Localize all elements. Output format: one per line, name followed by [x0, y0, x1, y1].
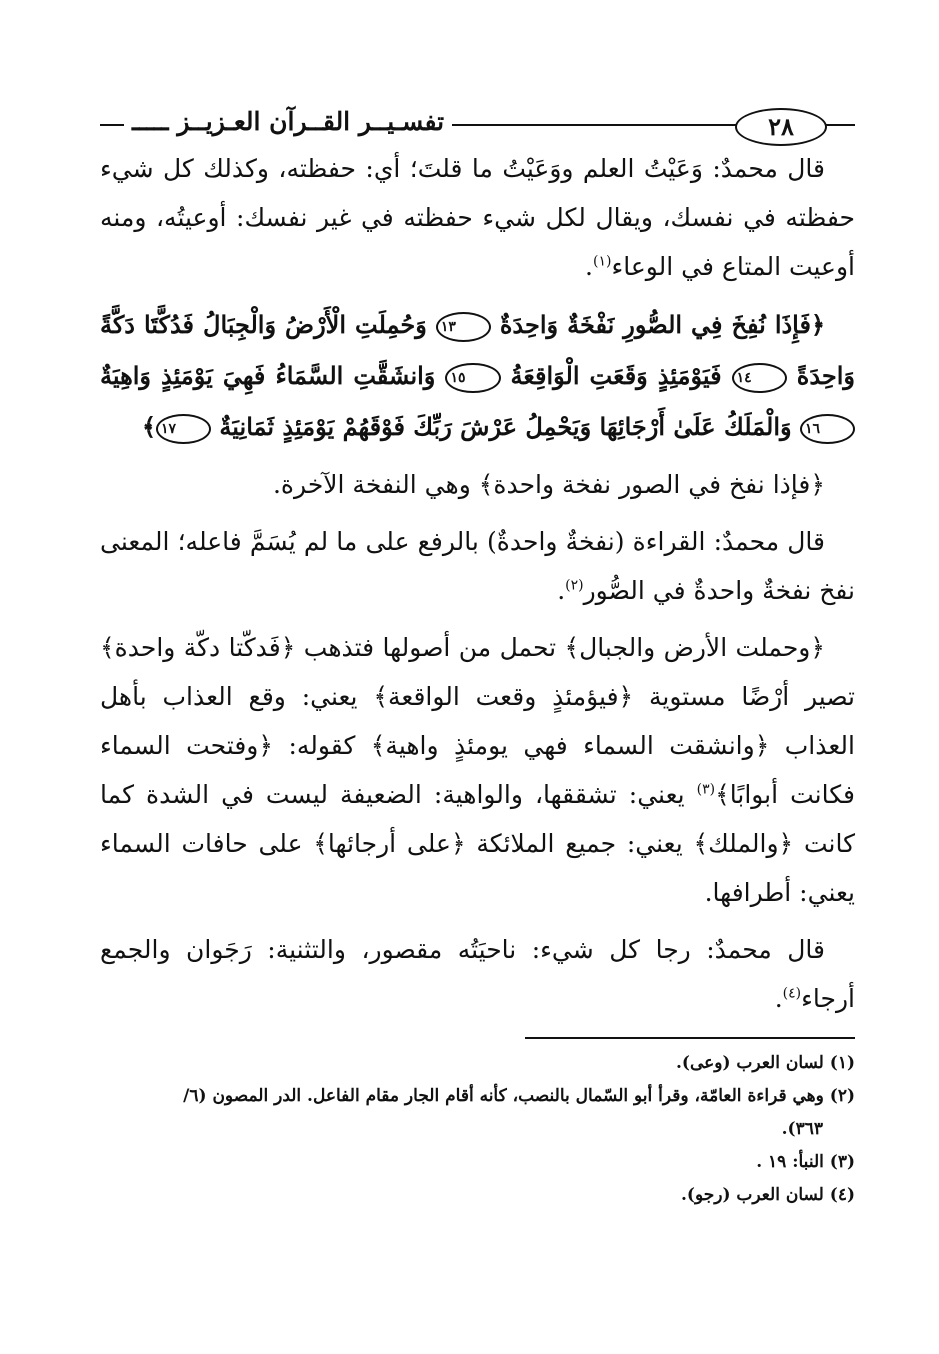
footnote-divider: [525, 1037, 855, 1039]
paragraph-wa-aytu: [100, 144, 855, 291]
paragraph-text: ﴿وحملت الأرض والجبال﴾ تحمل من أصولها فتذهب ﴿فَدكّتا دكّة واحدة﴾ تصير أرْضًا مستوية ﴿فيؤمئذٍ وقعت الواقعة﴾ يعني: وقع العذاب بأهل العذاب ﴿وانشقت السماء فهي يومئذٍ واهية﴾ كقوله: ﴿وفتحت السماء فكانت أبوابًا﴾: [100, 633, 855, 809]
footnote-ref-1: (١): [593, 253, 612, 270]
footnote-2: (٢) وهي قراءة العامّة، وقرأ أبو السّمال بالنصب، كأنه أقام الجار مقام الفاعل. الدر المصون (٦/: [183, 1086, 855, 1106]
footnote-2-continued: ٣٦٣).: [781, 1119, 823, 1139]
paragraph-qiraa: [100, 517, 855, 615]
footnotes: [100, 1047, 855, 1212]
paragraph-end: .: [557, 576, 566, 605]
paragraph-text: يعني: تشققها، والواهية: الضعيفة ليست في الشدة كما كانت ﴿والملك﴾ يعني: جميع الملائكة ﴿على أرجائها﴾ على حافات السماء يعني: أطرافها.: [100, 780, 855, 907]
paragraph-end: .: [774, 984, 783, 1013]
quran-text: ﴿فَإِذَا نُفِخَ فِي الصُّورِ نَفْخَةٌ وَاحِدَةٌ: [499, 310, 826, 339]
body-text: [100, 144, 855, 1023]
paragraph-raja: [100, 925, 855, 1023]
footnote-ref-4: (٤): [782, 985, 802, 1002]
quran-text: وَحُمِلَتِ الْأَرْضُ وَالْجِبَالُ فَدُكَّتَا دَكَّةً وَاحِدَةً: [100, 310, 856, 390]
ayah-number-15: ١٥: [445, 363, 500, 393]
ayah-number-13: ١٣: [436, 312, 491, 342]
quran-text: فَيَوْمَئِذٍ وَقَعَتِ الْوَاقِعَةُ: [510, 361, 722, 390]
footnote-ref-3: (٣): [696, 781, 716, 798]
ayah-number-14: ١٤: [732, 363, 787, 393]
quran-text: وَالْمَلَكُ عَلَىٰ أَرْجَائِهَا وَيَحْمِلُ عَرْشَ رَبِّكَ فَوْقَهُمْ يَوْمَئِذٍ ثَمَانِيَةٌ: [219, 412, 792, 441]
paragraph-text: قال محمدٌ: وَعَيْتُ العلم ووَعَيْتُ ما قلتَ؛ أي: حفظته، وكذلك كل شيء حفظته في نفسك، ويقال لكل شيء حفظته في غير نفسك: أوعيتُه، ومنه أوعيت المتاع في الوعاء: [100, 154, 855, 281]
quran-text: وَانشَقَّتِ السَّمَاءُ فَهِيَ يَوْمَئِذٍ وَاهِيَةٌ: [100, 361, 436, 390]
paragraph-text: ﴿فإذا نفخ في الصور نفخة واحدة﴾ وهي النفخة الآخرة.: [272, 470, 825, 499]
page: [100, 82, 855, 1262]
footnote-ref-2: (٢): [565, 577, 584, 594]
quran-passage: [100, 299, 855, 452]
paragraph-text: قال محمدٌ: رجا كل شيء: ناحيَتُه مقصور، والتثنية: رَجَوان والجمع أرجاء: [100, 935, 855, 1013]
ayah-number-16: ١٦: [800, 414, 855, 444]
paragraph-end: .: [585, 252, 593, 281]
paragraph-nafkha: [100, 460, 855, 509]
paragraph-humilat: [100, 623, 855, 917]
paragraph-text: قال محمدٌ: القراءة (نفخةٌ واحدةٌ) بالرفع على ما لم يُسَمَّ فاعله؛ المعنى نفخ نفخةٌ واحدةٌ في الصُّور: [100, 527, 855, 605]
book-title: تفسـيــر القــرآن العـزيــز ـــــ: [124, 100, 452, 144]
footnote-4: (٤) لسان العرب (رجو).: [681, 1185, 855, 1205]
page-header: [100, 82, 855, 144]
ayah-number-17: ١٧: [156, 414, 211, 444]
footnote-1: (١) لسان العرب (وعى).: [675, 1053, 855, 1073]
quran-bracket-close: ﴾: [141, 412, 157, 441]
footnote-3: (٣) النبأ: ١٩ .: [756, 1152, 855, 1172]
page-number: ٢٨: [735, 108, 827, 146]
